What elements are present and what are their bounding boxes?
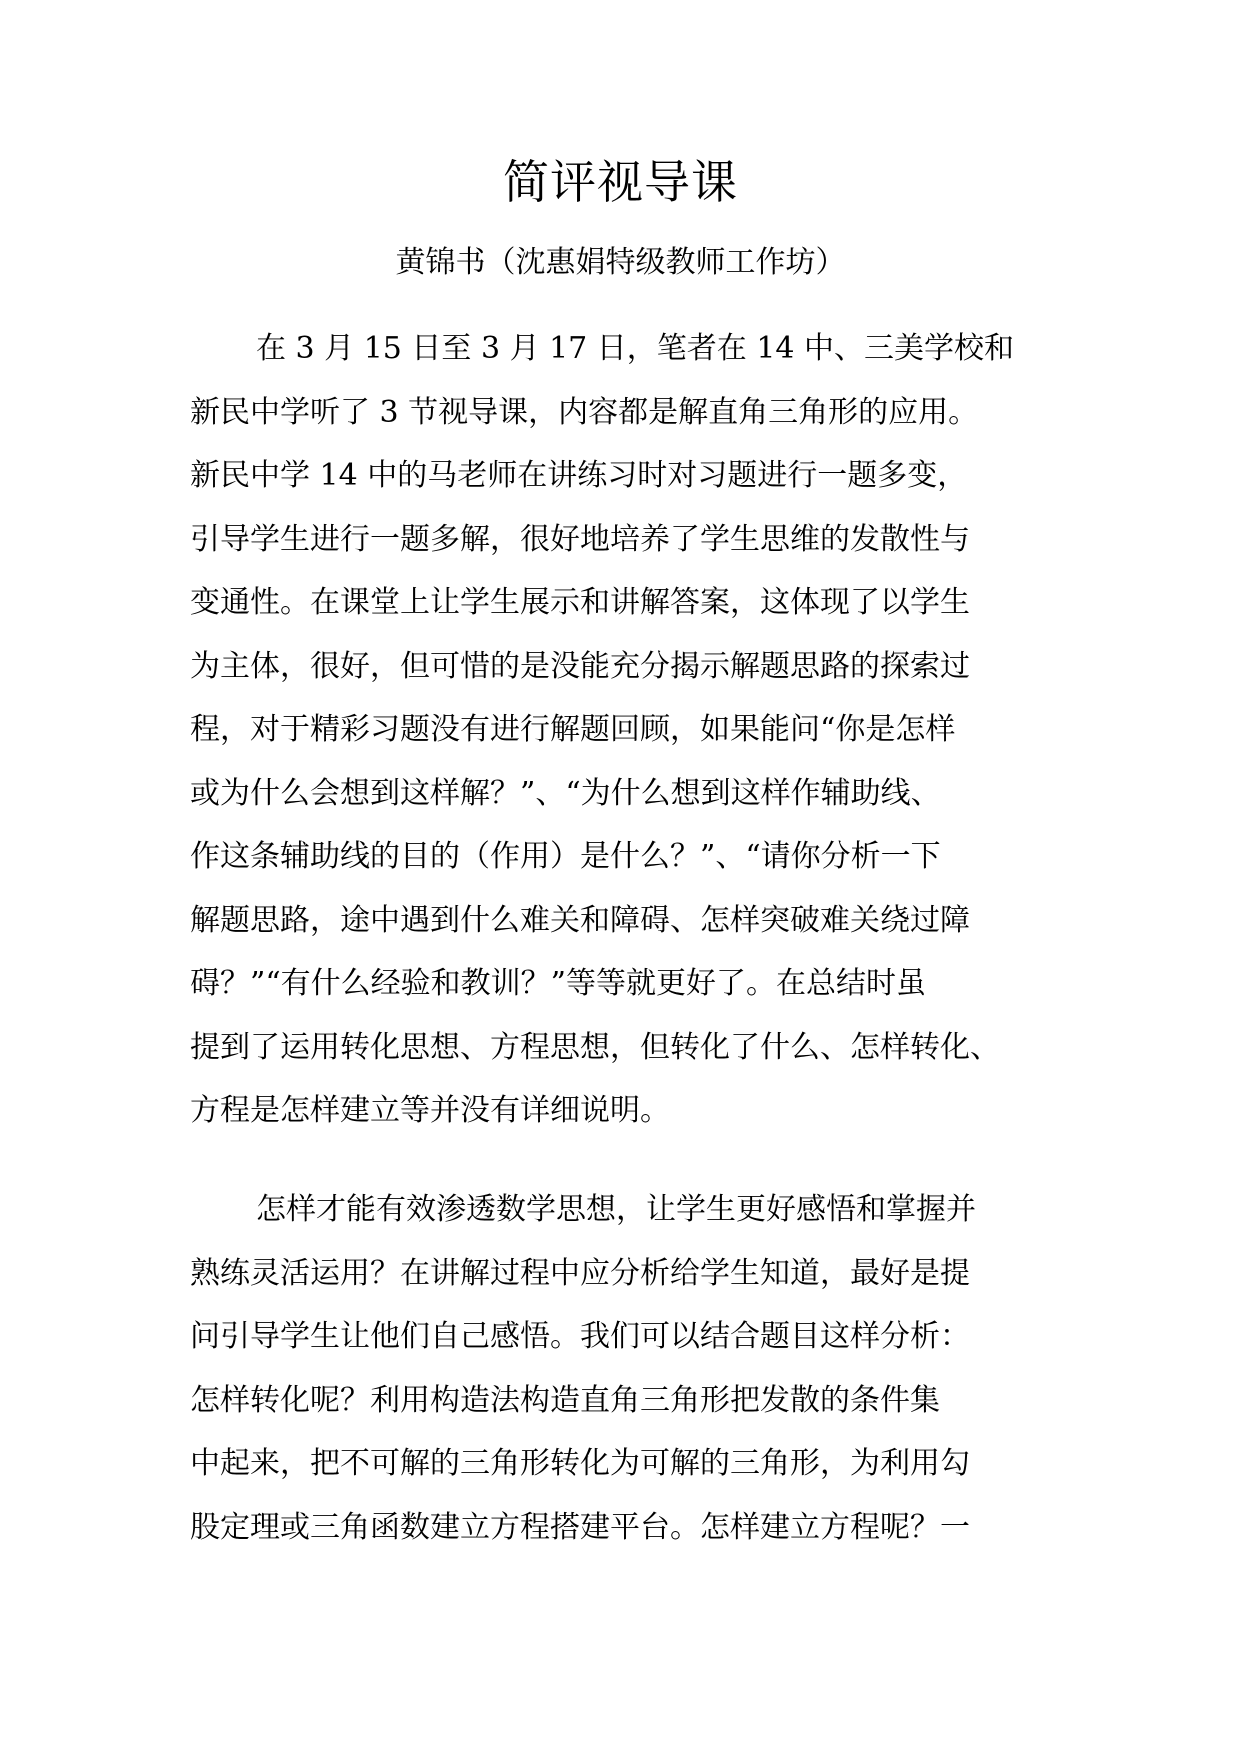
document-title: 简评视导课 [503, 155, 738, 209]
paragraph-line: 或为什么会想到这样解？”、“为什么想到这样作辅助线、 [190, 775, 941, 811]
paragraph-line: 怎样才能有效渗透数学思想，让学生更好感悟和掌握并 [256, 1192, 976, 1227]
paragraph-line: 引导学生进行一题多解，很好地培养了学生思维的发散性与 [190, 521, 970, 557]
paragraph-line: 股定理或三角函数建立方程搭建平台。怎样建立方程呢？一 [190, 1509, 970, 1545]
paragraph-line: 程，对于精彩习题没有进行解题回顾，如果能问“你是怎样 [190, 712, 956, 747]
paragraph-line: 问引导学生让他们自己感悟。我们可以结合题目这样分析： [190, 1319, 970, 1354]
author-line: 黄锦书（沈惠娟特级教师工作坊） [395, 245, 846, 280]
paragraph-line: 中起来，把不可解的三角形转化为可解的三角形，为利用勾 [190, 1446, 970, 1481]
paragraph-1 [190, 317, 1070, 1143]
paragraph-line: 碍？”“有什么经验和教训？”等等就更好了。在总结时虽 [190, 966, 927, 1001]
paragraph-line: 新民中学听了 3 节视导课，内容都是解直角三角形的应用。 [190, 394, 979, 430]
paragraph-2 [190, 1178, 1070, 1559]
paragraph-line: 怎样转化呢？利用构造法构造直角三角形把发散的条件集 [190, 1382, 940, 1418]
paragraph-line: 熟练灵活运用？在讲解过程中应分析给学生知道，最好是提 [190, 1255, 970, 1291]
paragraph-line: 方程是怎样建立等并没有详细说明。 [190, 1093, 670, 1128]
paragraph-line: 作这条辅助线的目的（作用）是什么？”、“请你分析一下 [190, 839, 941, 874]
paragraph-line: 解题思路，途中遇到什么难关和障碍、怎样突破难关绕过障 [190, 902, 970, 938]
paragraph-line: 提到了运用转化思想、方程思想，但转化了什么、怎样转化、 [190, 1029, 1000, 1065]
paragraph-line: 在 3 月 15 日至 3 月 17 日，笔者在 14 中、三美学校和 [256, 331, 1015, 366]
paragraph-line: 变通性。在课堂上让学生展示和讲解答案，这体现了以学生 [190, 585, 970, 620]
paragraph-line: 新民中学 14 中的马老师在讲练习时对习题进行一题多变， [190, 458, 968, 493]
paragraph-line: 为主体，很好，但可惜的是没能充分揭示解题思路的探索过 [190, 648, 970, 684]
